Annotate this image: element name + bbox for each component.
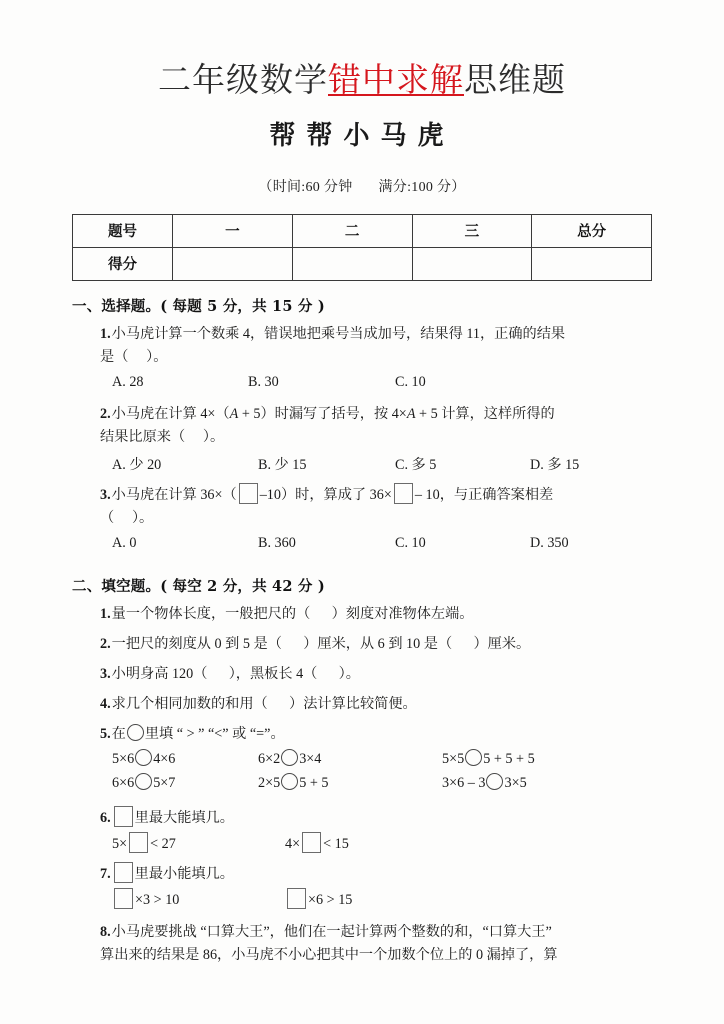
expression-2 (285, 832, 349, 853)
page-title (0, 62, 724, 101)
question-text-post: ）。 (146, 348, 168, 365)
question-text-post: ）厘米。 (473, 635, 531, 652)
title-part-1: 二年级数学 (158, 63, 328, 99)
title-part-2: 思维题 (464, 63, 566, 99)
question-text-mid: ），黑板长 4（ (228, 665, 318, 682)
title-highlight: 错中求解 (328, 63, 464, 99)
option-d[interactable]: D. 多 15 (530, 456, 580, 473)
question-2-2 (100, 633, 654, 656)
question-2-8-line-2: 算出来的结果是 86，小马虎不小心把其中一个加数个位上的 0 漏掉了，算 (100, 946, 558, 963)
question-text-b: + 5）时漏写了括号，按 4× (238, 405, 407, 422)
table-row (73, 214, 652, 247)
blank-circle[interactable] (465, 749, 482, 766)
option-a[interactable]: A. 0 (112, 534, 137, 551)
comparison-expression (112, 749, 175, 768)
question-text-pre: 求几个相同加数的和用（ (111, 695, 268, 712)
question-2-4 (100, 693, 654, 716)
score-table-header-2: 二 (292, 214, 412, 247)
question-2-7-expressions (100, 888, 654, 915)
question-1-1 (100, 323, 654, 369)
question-2-8 (100, 921, 654, 967)
question-2-6 (100, 806, 654, 830)
compare-left: 5×5 (442, 750, 465, 767)
question-number: 2. (100, 405, 111, 422)
question-text: 里最大能填几。 (134, 809, 234, 826)
answer-blank-2[interactable] (317, 666, 338, 682)
question-text-c: – 10，与正确答案相差 (414, 486, 554, 503)
comparison-row-1 (100, 749, 654, 773)
expression-post: < 15 (323, 835, 349, 852)
question-2-3 (100, 663, 654, 686)
blank-box[interactable] (302, 832, 321, 853)
compare-right: 5 + 5 + 5 (483, 750, 535, 767)
option-b[interactable]: B. 少 15 (258, 456, 307, 473)
question-text-b: –10）时，算成了 36× (259, 486, 392, 503)
exam-full-score: 满分:100 分） (378, 179, 466, 195)
blank-circle[interactable] (486, 773, 503, 790)
question-text-post: ）法计算比较简便。 (289, 695, 417, 712)
compare-left: 6×2 (258, 750, 281, 767)
question-number: 1. (100, 605, 111, 622)
question-number: 1. (100, 325, 111, 342)
exam-time: （时间:60 分钟 (258, 179, 353, 195)
question-1-2-options (100, 454, 654, 476)
expression-post: ×3 > 10 (135, 891, 180, 908)
question-text-pre: 小明身高 120（ (111, 665, 208, 682)
comparison-expression (112, 773, 175, 792)
question-1-2 (100, 403, 654, 449)
answer-blank[interactable] (185, 429, 203, 445)
question-text-a: 小马虎在计算 36×（ (111, 486, 237, 503)
section-fill-blank (0, 575, 724, 967)
question-number: 5. (100, 725, 111, 742)
question-1-1-line-1 (100, 323, 654, 346)
compare-right: 5×7 (153, 774, 176, 791)
question-1-1-line-2 (100, 346, 654, 369)
expression-1 (112, 832, 176, 853)
answer-blank[interactable] (282, 636, 303, 652)
question-1-2-line-1 (100, 403, 654, 426)
blank-circle[interactable] (281, 773, 298, 790)
question-text: 小马虎要挑战 “口算大王”，他们在一起计算两个整数的和，“口算大王” (111, 923, 552, 940)
score-table-score-label: 得分 (73, 247, 173, 280)
question-number: 4. (100, 695, 111, 712)
compare-right: 4×6 (153, 750, 176, 767)
comparison-row-2 (100, 773, 654, 797)
comparison-expression (258, 773, 329, 792)
question-text-pre: 量一个物体长度，一般把尺的（ (111, 605, 311, 622)
question-number: 8. (100, 923, 111, 940)
question-number: 3. (100, 486, 111, 503)
comparison-expression (442, 773, 527, 792)
exam-meta (0, 176, 724, 196)
question-2-6-expressions (100, 832, 654, 859)
question-text-post: ）。 (131, 509, 154, 526)
score-table-header-total: 总分 (532, 214, 652, 247)
option-b[interactable]: B. 30 (248, 373, 279, 390)
compare-left: 6×6 (112, 774, 135, 791)
comparison-expression (442, 749, 535, 768)
blank-box[interactable] (114, 862, 133, 883)
option-a[interactable]: A. 28 (112, 373, 144, 390)
comparison-grid (100, 749, 654, 797)
compare-right: 3×4 (299, 750, 322, 767)
question-text-pre: 是（ (100, 348, 129, 365)
expression-post: < 27 (150, 835, 176, 852)
answer-blank[interactable] (114, 510, 132, 526)
question-text-post: ）。 (202, 428, 225, 445)
blank-box[interactable] (394, 483, 413, 504)
question-text-mid: ）厘米，从 6 到 10 是（ (303, 635, 453, 652)
answer-blank-2[interactable] (452, 636, 473, 652)
question-2-8-line-1 (100, 921, 654, 944)
question-number: 6. (100, 809, 111, 826)
expression-pre: 4× (285, 835, 301, 852)
expression-pre: 5× (112, 835, 128, 852)
section-1-heading: 一、选择题。( 每题 5 分，共 15 分 ) (72, 297, 325, 315)
score-cell-total[interactable] (532, 247, 652, 280)
question-1-3-line-2 (100, 507, 654, 530)
compare-left: 3×6 – 3 (442, 774, 486, 791)
question-number: 2. (100, 635, 111, 652)
page-subtitle: 帮帮小马虎 (269, 120, 455, 151)
answer-blank[interactable] (268, 696, 289, 712)
score-table-header-1: 一 (173, 214, 293, 247)
option-a[interactable]: A. 少 20 (112, 456, 162, 473)
blank-box[interactable] (129, 832, 148, 853)
score-table-header-label: 题号 (73, 214, 173, 247)
expression-post: ×6 > 15 (308, 891, 353, 908)
blank-box[interactable] (114, 888, 133, 909)
compare-left: 5×6 (112, 750, 135, 767)
variable-a: A (229, 405, 239, 422)
question-text-pre: （ (100, 509, 115, 526)
question-2-5 (100, 723, 654, 746)
score-cell-1[interactable] (173, 247, 293, 280)
blank-box[interactable] (287, 888, 306, 909)
question-1-3-line-1 (100, 483, 654, 507)
question-text-pre: 一把尺的刻度从 0 到 5 是（ (111, 635, 282, 652)
blank-box[interactable] (239, 483, 258, 504)
option-d[interactable]: D. 350 (530, 534, 569, 551)
question-text: 里最小能填几。 (134, 865, 234, 882)
blank-box[interactable] (114, 806, 133, 827)
question-number: 7. (100, 865, 111, 882)
question-1-1-options (100, 374, 654, 396)
option-c[interactable]: C. 10 (395, 534, 426, 551)
compare-right: 3×5 (504, 774, 527, 791)
question-text-post: 里填 “ > ” “<” 或 “=”。 (144, 725, 285, 742)
section-2-heading: 二、填空题。( 每空 2 分，共 42 分 ) (72, 577, 325, 595)
question-text-pre: 在 (111, 725, 126, 742)
score-table-header-3: 三 (412, 214, 532, 247)
option-b[interactable]: B. 360 (258, 534, 296, 551)
question-2-1 (100, 603, 654, 626)
blank-circle[interactable] (281, 749, 298, 766)
table-row (73, 247, 652, 280)
question-text-pre: 结果比原来（ (100, 428, 186, 445)
answer-blank[interactable] (128, 349, 146, 365)
answer-blank[interactable] (207, 666, 228, 682)
score-cell-3[interactable] (412, 247, 532, 280)
score-table (72, 214, 652, 281)
blank-circle[interactable] (135, 749, 152, 766)
title-block (0, 0, 724, 152)
blank-circle[interactable] (127, 724, 144, 741)
expression-1 (112, 888, 179, 909)
score-cell-2[interactable] (292, 247, 412, 280)
option-c[interactable]: C. 10 (395, 373, 426, 390)
variable-a-2: A (406, 405, 416, 422)
question-text-c: + 5 计算，这样所得的 (415, 405, 555, 422)
comparison-expression (258, 749, 321, 768)
answer-blank[interactable] (310, 606, 331, 622)
question-text-post: ）。 (338, 665, 360, 682)
question-text-a: 小马虎在计算 4×（ (111, 405, 230, 422)
compare-right: 5 + 5 (299, 774, 329, 791)
blank-circle[interactable] (135, 773, 152, 790)
option-c[interactable]: C. 多 5 (395, 456, 437, 473)
question-1-3-options (100, 535, 654, 557)
expression-2 (285, 888, 352, 909)
question-number: 3. (100, 665, 111, 682)
question-1-3 (100, 483, 654, 530)
section-choice (0, 295, 724, 557)
question-1-2-line-2 (100, 426, 654, 449)
question-text-post: ）刻度对准物体左端。 (331, 605, 474, 622)
compare-left: 2×5 (258, 774, 281, 791)
question-text: 小马虎计算一个数乘 4，错误地把乘号当成加号，结果得 11，正确的结果 (111, 325, 566, 342)
question-2-7 (100, 862, 654, 886)
